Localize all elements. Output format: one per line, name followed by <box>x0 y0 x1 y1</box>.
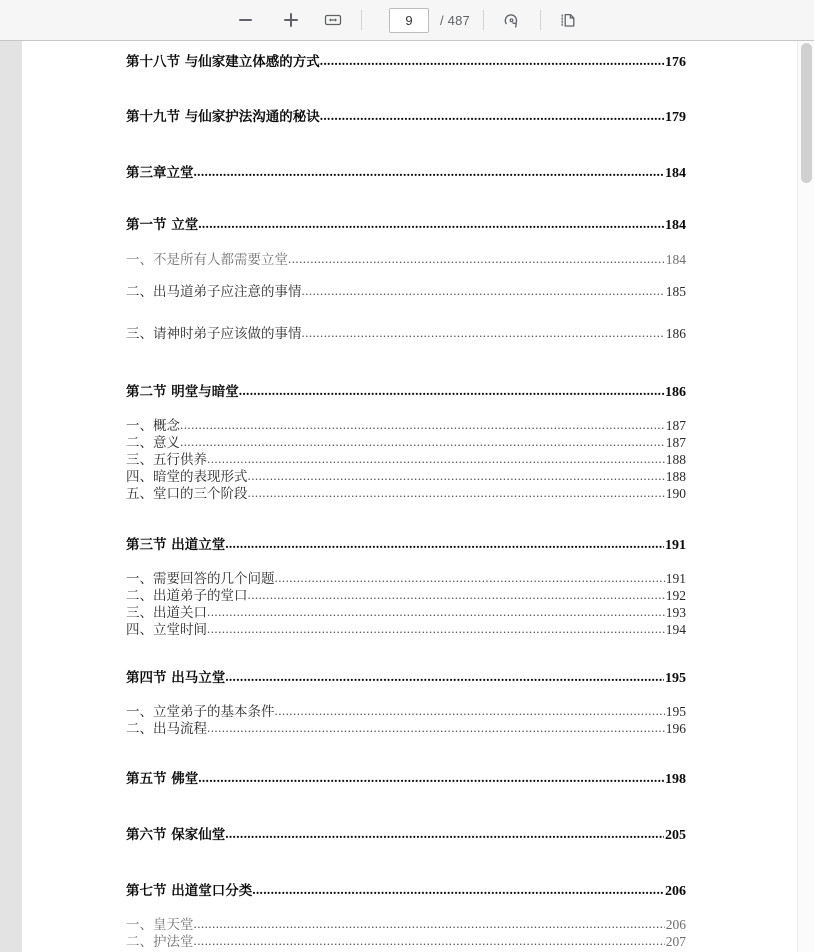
toc-section-row[interactable] <box>126 827 686 843</box>
toc-entry-label: 一、需要回答的几个问题 <box>126 571 275 586</box>
toc-entry-label: 三、出道关口 <box>126 605 207 620</box>
toc-entry-label: 第二节 明堂与暗堂 <box>126 384 239 400</box>
toc-leader-dots <box>288 252 665 266</box>
toolbar-divider <box>361 10 362 30</box>
toc-entry-page-number: 188 <box>665 452 686 467</box>
toc-entry-label: 第七节 出道堂口分类 <box>126 883 253 899</box>
toc-entry-page-number: 195 <box>665 671 686 686</box>
toc-subentry-row[interactable] <box>126 486 686 501</box>
toc-leader-dots <box>198 771 664 785</box>
toc-entry-label: 第六节 保家仙堂 <box>126 827 226 843</box>
toc-entry-page-number: 196 <box>665 721 686 736</box>
zoom-out-button[interactable] <box>230 6 260 34</box>
toc-leader-dots <box>320 54 664 68</box>
toc-section-row[interactable] <box>126 883 686 899</box>
toc-entry-page-number: 184 <box>665 166 686 181</box>
toc-entry-page-number: 191 <box>665 571 686 586</box>
page-view-button[interactable] <box>554 6 584 34</box>
toc-subentry-row[interactable] <box>126 452 686 467</box>
toc-section-row[interactable] <box>126 54 686 70</box>
toc-leader-dots <box>207 622 665 636</box>
toc-entry-page-number: 198 <box>665 772 686 787</box>
toc-entry-page-number: 192 <box>665 588 686 603</box>
toc-subentry-row[interactable] <box>126 418 686 433</box>
toc-subentry-row[interactable] <box>126 326 686 341</box>
toc-section-row[interactable] <box>126 384 686 400</box>
toc-entry-label: 第五节 佛堂 <box>126 771 199 787</box>
toc-leader-dots <box>275 571 665 585</box>
toc-entry-label: 第一节 立堂 <box>126 217 199 233</box>
toc-entry-label: 二、出马道弟子应注意的事情 <box>126 284 302 299</box>
pdf-page <box>22 41 797 952</box>
toc-leader-dots <box>320 109 664 123</box>
toc-entry-page-number: 187 <box>665 435 686 450</box>
toc-section-row[interactable] <box>126 165 686 181</box>
plus-icon <box>284 13 298 27</box>
vertical-scrollbar[interactable] <box>797 41 814 952</box>
document-scroll-area[interactable] <box>0 41 797 952</box>
toc-entry-label: 一、不是所有人都需要立堂 <box>126 252 288 267</box>
toc-entry-label: 二、出道弟子的堂口 <box>126 588 248 603</box>
toc-leader-dots <box>239 384 664 398</box>
two-page-view-icon <box>559 11 578 30</box>
toc-entry-page-number: 207 <box>665 934 686 949</box>
toc-entry-page-number: 191 <box>665 538 686 553</box>
toc-subentry-row[interactable] <box>126 934 686 949</box>
toc-leader-dots <box>248 588 665 602</box>
toc-entry-page-number: 179 <box>665 110 686 125</box>
toc-subentry-row[interactable] <box>126 721 686 736</box>
fit-to-width-icon <box>324 11 342 29</box>
toc-entry-page-number: 184 <box>665 218 686 233</box>
toc-subentry-row[interactable] <box>126 435 686 450</box>
toc-leader-dots <box>225 537 664 551</box>
fit-to-width-button[interactable] <box>318 6 348 34</box>
toc-section-row[interactable] <box>126 537 686 553</box>
toc-subentry-row[interactable] <box>126 284 686 299</box>
toc-entry-page-number: 176 <box>665 55 686 70</box>
toc-entry-label: 二、出马流程 <box>126 721 207 736</box>
toc-entry-page-number: 188 <box>665 469 686 484</box>
toc-entry-page-number: 185 <box>665 284 686 299</box>
toc-entry-label: 一、立堂弟子的基本条件 <box>126 704 275 719</box>
toc-subentry-row[interactable] <box>126 605 686 620</box>
toc-entry-label: 四、立堂时间 <box>126 622 207 637</box>
toc-leader-dots <box>252 883 664 897</box>
toc-entry-label: 二、护法堂 <box>126 934 194 949</box>
toc-leader-dots <box>275 704 665 718</box>
toc-entry-label: 三、请神时弟子应该做的事情 <box>126 326 302 341</box>
toc-section-row[interactable] <box>126 771 686 787</box>
page-total-label: / 487 <box>440 12 470 28</box>
zoom-in-button[interactable] <box>276 6 306 34</box>
toc-section-row[interactable] <box>126 109 686 125</box>
toc-subentry-row[interactable] <box>126 704 686 719</box>
toc-entry-page-number: 195 <box>665 704 686 719</box>
toc-leader-dots <box>225 670 664 684</box>
toc-leader-dots <box>207 452 665 466</box>
toc-entry-label: 三、五行供养 <box>126 452 207 467</box>
toc-entry-page-number: 205 <box>665 828 686 843</box>
toc-subentry-row[interactable] <box>126 571 686 586</box>
toc-subentry-row[interactable] <box>126 622 686 637</box>
toc-entry-label: 二、意义 <box>126 435 180 450</box>
toc-leader-dots <box>225 827 664 841</box>
toc-entry-page-number: 186 <box>665 326 686 341</box>
toc-entry-label: 第十八节 与仙家建立体感的方式 <box>126 54 320 70</box>
minus-icon <box>239 19 252 21</box>
toc-entry-label: 第三章立堂 <box>126 165 194 181</box>
toc-entry-label: 一、皇天堂 <box>126 917 194 932</box>
toolbar-divider <box>483 10 484 30</box>
toc-leader-dots <box>180 435 665 449</box>
toc-entry-page-number: 206 <box>665 917 686 932</box>
toc-entry-label: 四、暗堂的表现形式 <box>126 469 248 484</box>
toc-entry-page-number: 186 <box>665 385 686 400</box>
toc-entry-page-number: 206 <box>665 884 686 899</box>
toc-subentry-row[interactable] <box>126 252 686 267</box>
toc-entry-page-number: 194 <box>665 622 686 637</box>
toc-subentry-row[interactable] <box>126 469 686 484</box>
toc-leader-dots <box>198 217 664 231</box>
rotate-button[interactable] <box>497 6 527 34</box>
toc-subentry-row[interactable] <box>126 588 686 603</box>
toc-entry-label: 第十九节 与仙家护法沟通的秘诀 <box>126 109 320 125</box>
toc-leader-dots <box>194 165 665 179</box>
toc-entry-label: 一、概念 <box>126 418 180 433</box>
toc-entry-label: 五、堂口的三个阶段 <box>126 486 248 501</box>
toc-entry-page-number: 190 <box>665 486 686 501</box>
toc-section-row[interactable] <box>126 670 686 686</box>
toc-leader-dots <box>207 721 665 735</box>
toc-leader-dots <box>207 605 665 619</box>
toc-leader-dots <box>194 917 665 931</box>
toc-entry-label: 第四节 出马立堂 <box>126 670 226 686</box>
toc-section-row[interactable] <box>126 217 686 233</box>
toc-leader-dots <box>302 326 665 340</box>
rotate-icon <box>502 11 521 30</box>
toolbar-divider <box>540 10 541 30</box>
toc-leader-dots <box>302 284 665 298</box>
toc-leader-dots <box>248 486 665 500</box>
toc-entry-page-number: 184 <box>665 252 686 267</box>
toc-leader-dots <box>248 469 665 483</box>
toc-entry-page-number: 187 <box>665 418 686 433</box>
toc-entry-label: 第三节 出道立堂 <box>126 537 226 553</box>
toc-leader-dots <box>180 418 665 432</box>
toc-leader-dots <box>194 934 665 948</box>
toc-entry-page-number: 193 <box>665 605 686 620</box>
page-number-input[interactable] <box>389 8 429 33</box>
scrollbar-thumb[interactable] <box>801 43 812 183</box>
pdf-toolbar <box>0 0 814 41</box>
toc-subentry-row[interactable] <box>126 917 686 932</box>
